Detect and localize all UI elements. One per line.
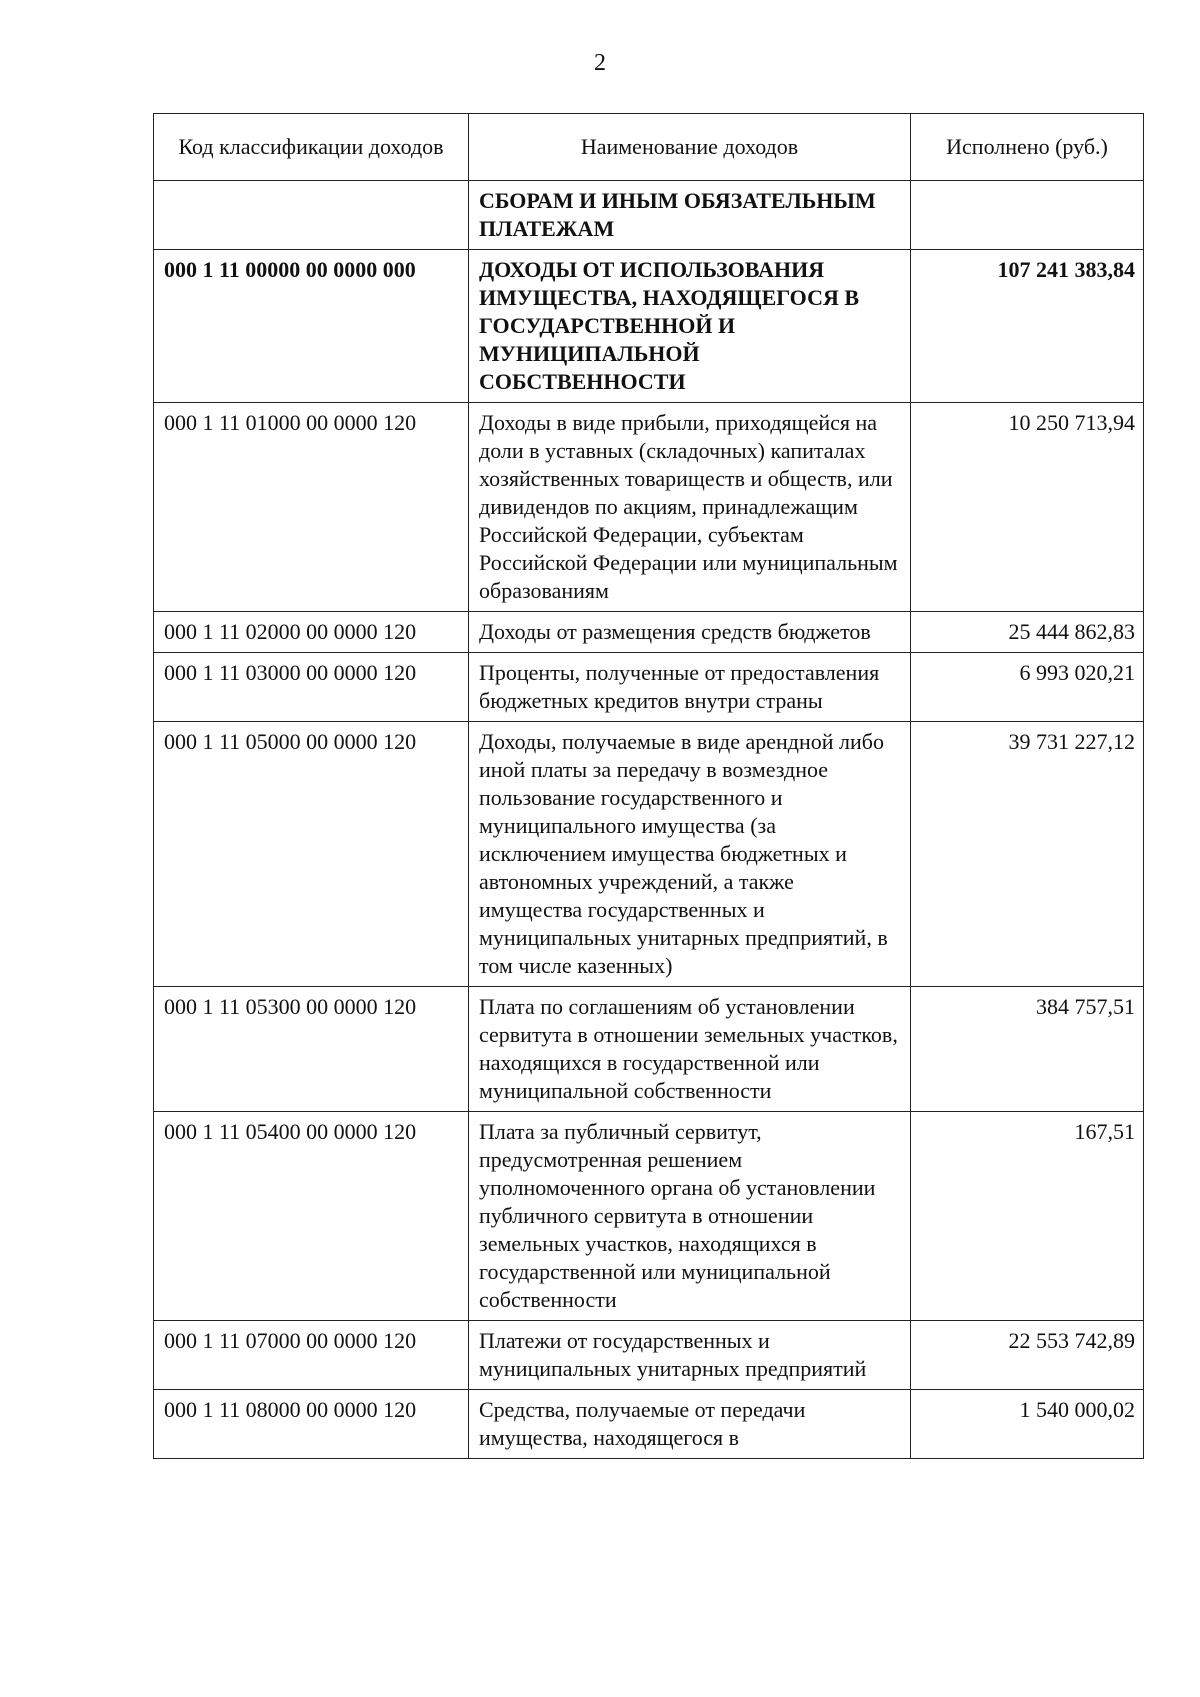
header-code: Код классификации доходов xyxy=(154,114,469,181)
row-name: Проценты, полученные от предоставления бюджетных кредитов внутри страны xyxy=(469,653,911,722)
row-amount: 39 731 227,12 xyxy=(911,722,1144,987)
table-row xyxy=(154,1112,1144,1321)
row-code: 000 1 11 03000 00 0000 120 xyxy=(154,653,469,722)
row-amount: 384 757,51 xyxy=(911,987,1144,1112)
table-row xyxy=(154,722,1144,987)
row-code: 000 1 11 01000 00 0000 120 xyxy=(154,403,469,612)
row-name: Средства, получаемые от передачи имущества, находящегося в xyxy=(469,1390,911,1459)
table-row xyxy=(154,612,1144,653)
row-amount: 107 241 383,84 xyxy=(911,250,1144,403)
row-name: Плата за публичный сервитут, предусмотренная решением уполномоченного органа об установлении публичного сервитута в отношении земельных участков, находящихся в государственной или муниципальной собственности xyxy=(469,1112,911,1321)
row-code: 000 1 11 02000 00 0000 120 xyxy=(154,612,469,653)
table-row xyxy=(154,987,1144,1112)
table-row xyxy=(154,403,1144,612)
row-amount: 167,51 xyxy=(911,1112,1144,1321)
income-table xyxy=(153,113,1144,1459)
row-amount: 6 993 020,21 xyxy=(911,653,1144,722)
row-code: 000 1 11 08000 00 0000 120 xyxy=(154,1390,469,1459)
row-name: Доходы от размещения средств бюджетов xyxy=(469,612,911,653)
row-code: 000 1 11 07000 00 0000 120 xyxy=(154,1321,469,1390)
table-row xyxy=(154,1390,1144,1459)
row-code xyxy=(154,181,469,250)
header-amount: Исполнено (руб.) xyxy=(911,114,1144,181)
table-row xyxy=(154,1321,1144,1390)
page-number: 2 xyxy=(594,50,606,76)
row-name: Доходы, получаемые в виде арендной либо иной платы за передачу в возмездное пользование государственного и муниципального имущества (за исключением имущества бюджетных и автономных учреждений, а также имущества государственных и муниципальных унитарных предприятий, в том числе казенных) xyxy=(469,722,911,987)
row-name: Доходы в виде прибыли, приходящейся на доли в уставных (складочных) капиталах хозяйственных товариществ и обществ, или дивидендов по акциям, принадлежащим Российской Федерации, субъектам Российской Федерации или муниципальным образованиям xyxy=(469,403,911,612)
row-name: СБОРАМ И ИНЫМ ОБЯЗАТЕЛЬНЫМ ПЛАТЕЖАМ xyxy=(469,181,911,250)
table-row xyxy=(154,653,1144,722)
row-amount xyxy=(911,181,1144,250)
row-code: 000 1 11 00000 00 0000 000 xyxy=(154,250,469,403)
row-name: ДОХОДЫ ОТ ИСПОЛЬЗОВАНИЯ ИМУЩЕСТВА, НАХОДЯЩЕГОСЯ В ГОСУДАРСТВЕННОЙ И МУНИЦИПАЛЬНОЙ СОБСТВЕННОСТИ xyxy=(469,250,911,403)
row-code: 000 1 11 05000 00 0000 120 xyxy=(154,722,469,987)
table-row xyxy=(154,250,1144,403)
row-code: 000 1 11 05400 00 0000 120 xyxy=(154,1112,469,1321)
row-amount: 1 540 000,02 xyxy=(911,1390,1144,1459)
row-name: Платежи от государственных и муниципальных унитарных предприятий xyxy=(469,1321,911,1390)
row-amount: 22 553 742,89 xyxy=(911,1321,1144,1390)
header-name: Наименование доходов xyxy=(469,114,911,181)
row-code: 000 1 11 05300 00 0000 120 xyxy=(154,987,469,1112)
row-name: Плата по соглашениям об установлении сервитута в отношении земельных участков, находящихся в государственной или муниципальной собственности xyxy=(469,987,911,1112)
row-amount: 10 250 713,94 xyxy=(911,403,1144,612)
table-header-row xyxy=(154,114,1144,181)
table-row xyxy=(154,181,1144,250)
row-amount: 25 444 862,83 xyxy=(911,612,1144,653)
